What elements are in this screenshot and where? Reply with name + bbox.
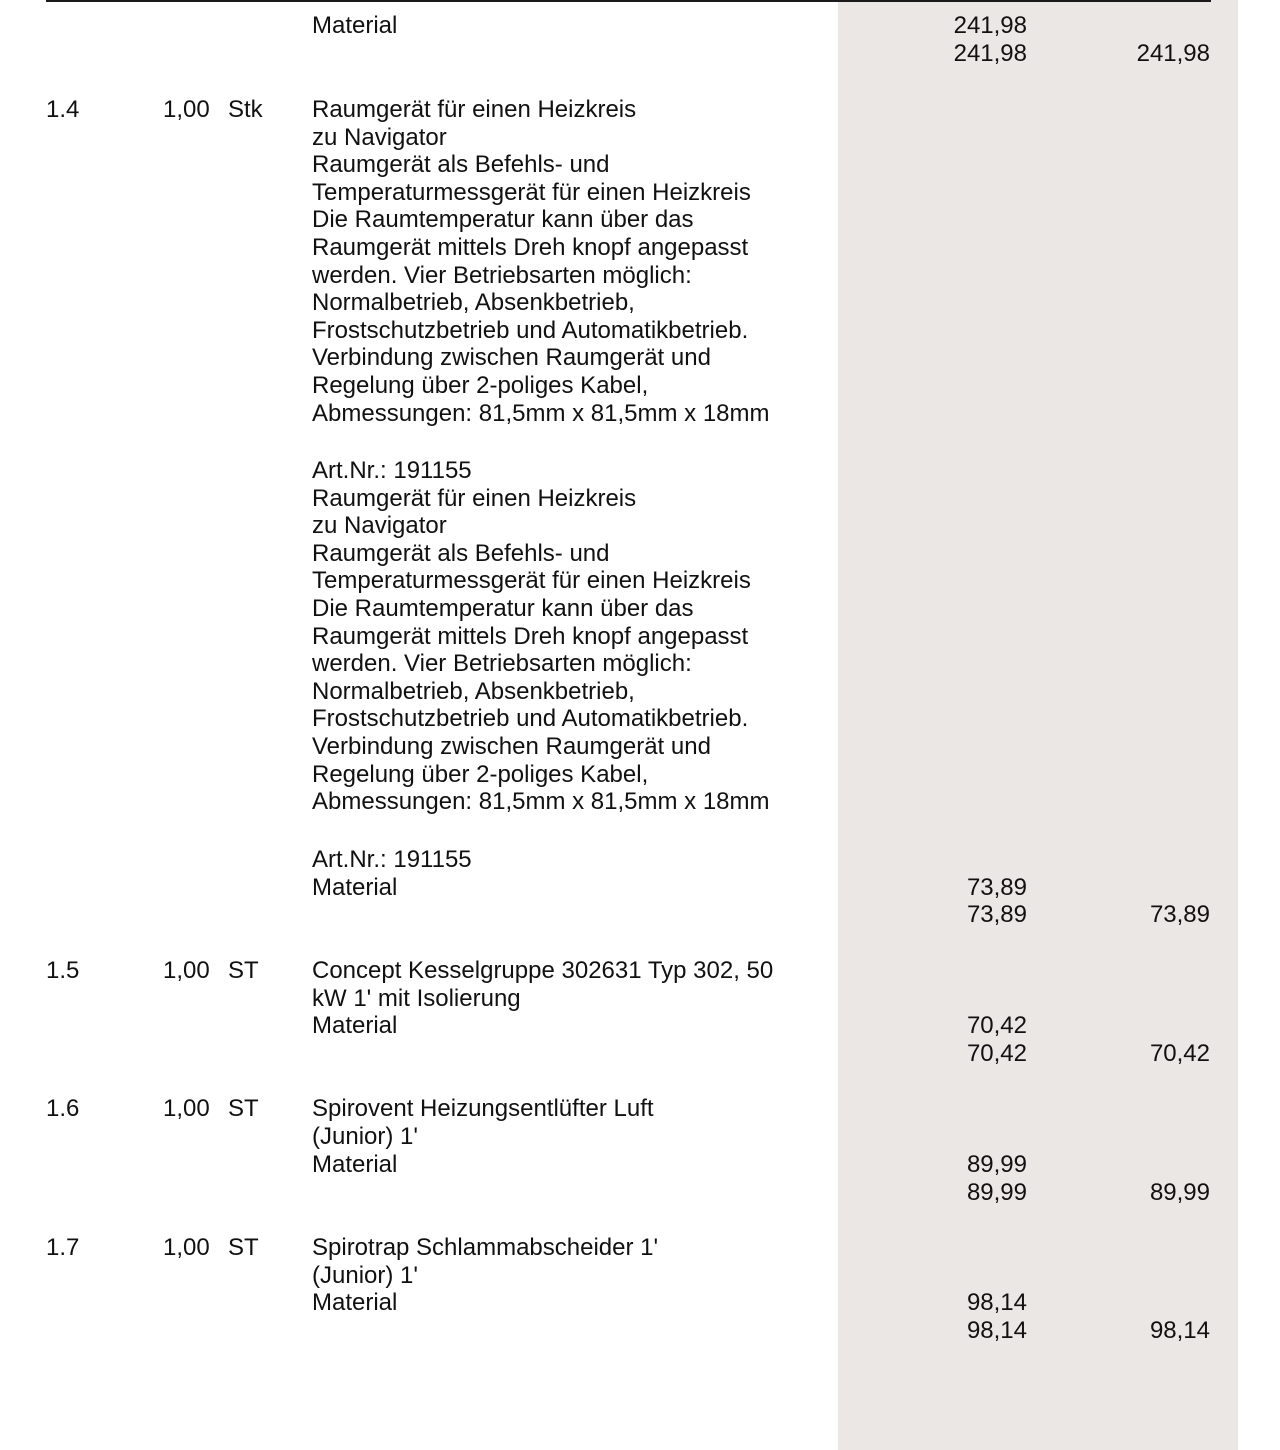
price-column-shading: [838, 0, 1238, 1450]
quantity: 1,00: [163, 96, 210, 123]
quantity: 1,00: [163, 1234, 210, 1261]
total-price: 89,99: [1149, 1179, 1210, 1206]
quantity: 1,00: [163, 1095, 210, 1122]
material-label: Material: [312, 1289, 398, 1316]
subtotal-price: 241,98: [953, 40, 1027, 67]
total-price: 73,89: [1149, 901, 1210, 928]
position-number: 1.5: [46, 957, 80, 984]
subtotal-price: 98,14: [966, 1317, 1027, 1344]
item-description: Spirovent Heizungsentlüfter Luft (Junior) 1': [312, 1095, 654, 1150]
unit-price: 98,14: [966, 1289, 1027, 1316]
quantity: 1,00: [163, 957, 210, 984]
material-label: Material: [312, 1012, 398, 1039]
material-label: Material: [312, 874, 398, 901]
unit: ST: [228, 1234, 259, 1261]
unit-price: 241,98: [953, 12, 1027, 39]
article-number: Art.Nr.: 191155: [312, 846, 472, 873]
position-number: 1.6: [46, 1095, 80, 1122]
unit-price: 70,42: [966, 1012, 1027, 1039]
item-description: Raumgerät für einen Heizkreis zu Navigator Raumgerät als Befehls- und Temperaturmessgerät für einen Heizkreis Die Raumtemperatur kann über das Raumgerät mittels Dreh knopf angepasst werden. Vier Betriebsarten möglich: Normalbetrieb, Absenkbetrieb, Frostschutzbetrieb und Automatikbetrieb. Verbindung zwischen Raumgerät und Regelung über 2-poliges Kabel, Abmessungen: 81,5mm x 81,5mm x 18mm: [312, 96, 770, 427]
subtotal-price: 73,89: [966, 901, 1027, 928]
position-number: 1.4: [46, 96, 80, 123]
material-label: Material: [312, 12, 398, 39]
unit: Stk: [228, 96, 263, 123]
item-description-repeat: Art.Nr.: 191155 Raumgerät für einen Heizkreis zu Navigator Raumgerät als Befehls- und Temperaturmessgerät für einen Heizkreis Die Raumtemperatur kann über das Raumgerät mittels Dreh knopf angepasst werden. Vier Betriebsarten möglich: Normalbetrieb, Absenkbetrieb, Frostschutzbetrieb und Automatikbetrieb. Verbindung zwischen Raumgerät und Regelung über 2-poliges Kabel, Abmessungen: 81,5mm x 81,5mm x 18mm: [312, 457, 770, 816]
unit-price: 73,89: [966, 874, 1027, 901]
item-description: Spirotrap Schlammabscheider 1' (Junior) 1': [312, 1234, 659, 1289]
material-label: Material: [312, 1151, 398, 1178]
item-description: Concept Kesselgruppe 302631 Typ 302, 50 kW 1' mit Isolierung: [312, 957, 774, 1012]
total-price: 98,14: [1149, 1317, 1210, 1344]
total-price: 241,98: [1136, 40, 1210, 67]
unit-price: 89,99: [966, 1151, 1027, 1178]
table-top-rule: [46, 0, 1211, 2]
subtotal-price: 70,42: [966, 1040, 1027, 1067]
unit: ST: [228, 957, 259, 984]
position-number: 1.7: [46, 1234, 80, 1261]
total-price: 70,42: [1149, 1040, 1210, 1067]
unit: ST: [228, 1095, 259, 1122]
subtotal-price: 89,99: [966, 1179, 1027, 1206]
